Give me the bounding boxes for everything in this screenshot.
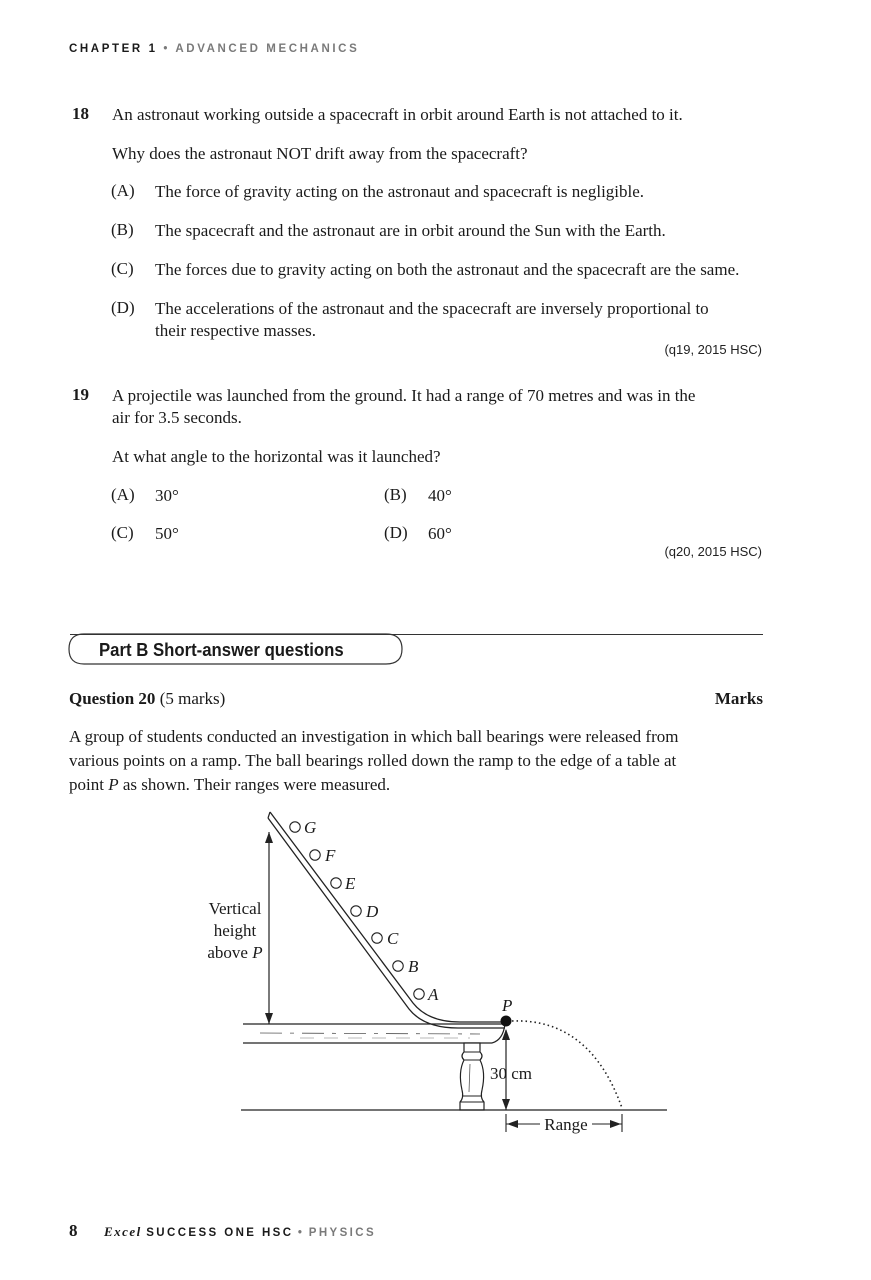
q20-line3-post: as shown. Their ranges were measured. — [118, 775, 391, 794]
point-a-marker — [414, 989, 424, 999]
part-b-title: Part B Short-answer questions — [99, 640, 344, 660]
range-arrow-left — [507, 1120, 518, 1128]
q19-option-d-letter[interactable]: (D) — [384, 523, 408, 542]
q18-option-a-text[interactable]: The force of gravity acting on the astronaut and spacecraft is negligible. — [155, 182, 645, 201]
q18-question: Why does the astronaut NOT drift away from the spacecraft? — [112, 144, 528, 163]
point-b-marker — [393, 961, 403, 971]
brand-name: Excel — [103, 1224, 142, 1239]
page-number: 8 — [69, 1221, 78, 1240]
subject-name: PHYSICS — [308, 1227, 377, 1239]
chapter-label: CHAPTER 1 — [69, 43, 158, 55]
ball-p — [501, 1016, 512, 1027]
q19-number: 19 — [72, 385, 89, 404]
point-g-marker — [290, 822, 300, 832]
vertical-label-var: P — [252, 943, 263, 962]
height-30cm-arrow-bottom — [502, 1099, 510, 1110]
q18-source: (q19, 2015 HSC) — [664, 342, 762, 357]
range-arrow-right — [610, 1120, 621, 1128]
q19-option-a-letter[interactable]: (A) — [111, 485, 135, 504]
section-label: ADVANCED MECHANICS — [175, 43, 360, 55]
page-footer — [69, 1221, 376, 1241]
vertical-label-line2: height — [213, 921, 257, 940]
marks-header: Marks — [714, 689, 763, 708]
release-points — [290, 822, 424, 999]
q19-option-b-text[interactable]: 40° — [428, 486, 452, 505]
height-30cm-label: 30 cm — [490, 1064, 533, 1083]
point-e-label: E — [345, 874, 356, 893]
q19-option-b-letter[interactable]: (B) — [384, 485, 407, 504]
range-label: Range — [544, 1115, 588, 1134]
q18-number: 18 — [72, 104, 89, 123]
q19-option-a-text[interactable]: 30° — [155, 486, 179, 505]
footer-separator: • — [297, 1227, 305, 1239]
point-a-label: A — [428, 985, 439, 1004]
q18-option-c-text[interactable]: The forces due to gravity acting on both the astronaut and the spacecraft are the same. — [155, 260, 740, 279]
point-f-marker — [310, 850, 320, 860]
q19-option-c-text[interactable]: 50° — [155, 524, 179, 543]
ramp-surface-bottom — [268, 818, 505, 1028]
q20-line3-pre: point — [69, 775, 109, 794]
q18-option-b-text[interactable]: The spacecraft and the astronaut are in orbit around the Sun with the Earth. — [155, 221, 666, 240]
series-name: SUCCESS ONE HSC — [146, 1227, 294, 1239]
header-separator: • — [163, 43, 171, 55]
point-c-marker — [372, 933, 382, 943]
point-f-label: F — [325, 846, 336, 865]
point-p-label: P — [502, 996, 513, 1015]
point-b-label: B — [408, 957, 419, 976]
q18-option-d-line1[interactable]: The accelerations of the astronaut and the spacecraft are inversely proportional to — [155, 299, 709, 318]
q19-question: At what angle to the horizontal was it launched? — [112, 447, 441, 466]
q20-line3-var: P — [108, 775, 119, 794]
q18-stem: An astronaut working outside a spacecraft in orbit around Earth is not attached to it. — [112, 105, 683, 124]
table-leg — [460, 1043, 484, 1110]
q19-source: (q20, 2015 HSC) — [664, 544, 762, 559]
q18-option-b-letter[interactable]: (B) — [111, 220, 134, 239]
q20-text-line1: A group of students conducted an investigation in which ball bearings were released from — [69, 727, 679, 746]
point-d-label: D — [366, 902, 379, 921]
q19-stem-line1: A projectile was launched from the ground. It had a range of 70 metres and was in the — [112, 386, 696, 405]
q18-option-a-letter[interactable]: (A) — [111, 181, 135, 200]
point-c-label: C — [387, 929, 399, 948]
q19-option-d-text[interactable]: 60° — [428, 524, 452, 543]
q20-marks-note: (5 marks) — [159, 689, 226, 708]
height-arrow-bottom — [265, 1013, 273, 1024]
q19-option-c-letter[interactable]: (C) — [111, 523, 134, 542]
vertical-label-line1: Vertical — [208, 899, 262, 918]
vertical-label-line3-text: above — [207, 943, 253, 962]
wood-grain — [260, 1033, 480, 1034]
q18-option-d-line2[interactable]: their respective masses. — [155, 321, 316, 340]
q18-option-d-letter[interactable]: (D) — [111, 298, 135, 317]
height-arrow-top — [265, 832, 273, 843]
ramp-surface-top — [270, 812, 505, 1022]
q19-stem-line2: air for 3.5 seconds. — [112, 408, 242, 427]
vertical-label-line3 — [207, 943, 262, 962]
point-g-label: G — [304, 818, 317, 837]
q20-label: Question 20 — [69, 689, 156, 708]
point-d-marker — [351, 906, 361, 916]
tabletop-edge — [492, 1024, 505, 1043]
ramp-top-cap — [268, 812, 270, 818]
q18-option-c-letter[interactable]: (C) — [111, 259, 134, 278]
point-e-marker — [331, 878, 341, 888]
q20-text-line2: various points on a ramp. The ball bearings rolled down the ramp to the edge of a table at — [69, 751, 677, 770]
